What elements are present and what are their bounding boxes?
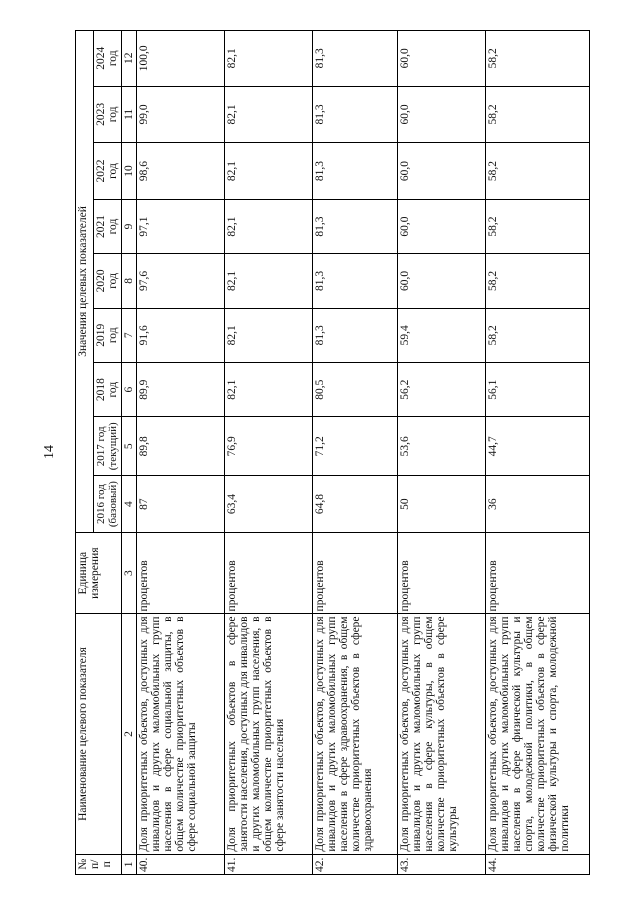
column-number: 7 — [122, 308, 137, 362]
table-row — [486, 31, 590, 875]
header-year: 2019 год — [94, 308, 122, 362]
value-2019: 81,3 — [313, 308, 398, 362]
row-number: 40. — [137, 854, 225, 874]
column-number: 12 — [122, 31, 137, 87]
column-number: 8 — [122, 254, 137, 308]
value-2018: 80,5 — [313, 362, 398, 416]
value-2021: 81,3 — [313, 199, 398, 253]
header-indicator-name: Наименование целевого показателя — [76, 614, 122, 854]
table-row — [313, 31, 398, 875]
target-indicators-table — [75, 30, 590, 875]
value-2020: 60,0 — [398, 254, 486, 308]
value-2020: 81,3 — [313, 254, 398, 308]
indicator-name: Доля приоритетных объектов, доступных для инвалидов и других маломобильных групп населения в сфере физической культуры и спорта, молодежной политики, в общем количестве приоритетных объектов в сфере физической культуры и спорта, молодежной политики — [486, 614, 590, 854]
unit: процентов — [313, 532, 398, 614]
value-2022: 58,2 — [486, 143, 590, 200]
value-2019: 82,1 — [225, 308, 313, 362]
row-number: 42. — [313, 854, 398, 874]
value-2020: 97,6 — [137, 254, 225, 308]
column-number: 9 — [122, 199, 137, 253]
value-2016: 36 — [486, 476, 590, 533]
header-no: № п/п — [76, 854, 122, 874]
unit: процентов — [486, 532, 590, 614]
header-year: 2020 год — [94, 254, 122, 308]
row-number: 41. — [225, 854, 313, 874]
table-row — [398, 31, 486, 875]
column-number: 10 — [122, 143, 137, 200]
indicator-name: Доля приоритетных объектов в сфере занятости населения, доступных для инвалидов и других маломобильных групп населения, в общем количестве приоритетных объектов в сфере занятости населения — [225, 614, 313, 854]
unit: процентов — [225, 532, 313, 614]
column-number: 11 — [122, 86, 137, 143]
header-values-group: Значения целевых показателей — [76, 31, 94, 533]
column-number: 2 — [122, 614, 137, 854]
value-2022: 98,6 — [137, 143, 225, 200]
header-year: 2022 год — [94, 143, 122, 200]
value-2017: 76,9 — [225, 417, 313, 476]
value-2016: 50 — [398, 476, 486, 533]
value-2021: 58,2 — [486, 199, 590, 253]
value-2017: 53,6 — [398, 417, 486, 476]
page-number: 14 — [42, 445, 57, 459]
rotated-table-container — [75, 30, 625, 875]
header-year: 2023 год — [94, 86, 122, 143]
column-number: 4 — [122, 476, 137, 533]
header-year: 2018 год — [94, 362, 122, 416]
value-2018: 56,1 — [486, 362, 590, 416]
value-2016: 64,8 — [313, 476, 398, 533]
value-2020: 58,2 — [486, 254, 590, 308]
header-year: 2017 год (текущий) — [94, 417, 122, 476]
value-2024: 100,0 — [137, 31, 225, 87]
value-2022: 60,0 — [398, 143, 486, 200]
column-number: 1 — [122, 854, 137, 874]
value-2024: 60,0 — [398, 31, 486, 87]
value-2023: 58,2 — [486, 86, 590, 143]
value-2017: 89,8 — [137, 417, 225, 476]
value-2024: 58,2 — [486, 31, 590, 87]
value-2019: 59,4 — [398, 308, 486, 362]
unit: процентов — [398, 532, 486, 614]
value-2021: 82,1 — [225, 199, 313, 253]
row-number: 44. — [486, 854, 590, 874]
unit: процентов — [137, 532, 225, 614]
indicator-name: Доля приоритетных объектов, доступных для инвалидов и других маломобильных групп населения в сфере культуры, в общем количестве приоритетных объектов в сфере культуры — [398, 614, 486, 854]
column-number: 3 — [122, 532, 137, 614]
value-2019: 58,2 — [486, 308, 590, 362]
header-unit: Единица измерения — [76, 532, 122, 614]
value-2017: 44,7 — [486, 417, 590, 476]
value-2016: 87 — [137, 476, 225, 533]
value-2017: 71,2 — [313, 417, 398, 476]
value-2023: 82,1 — [225, 86, 313, 143]
indicator-name: Доля приоритетных объектов, доступных для инвалидов и других маломобильных групп населения в сфере социальной защиты, в общем количестве приоритетных объектов в сфере социальной защиты — [137, 614, 225, 854]
value-2023: 99,0 — [137, 86, 225, 143]
header-year: 2021 год — [94, 199, 122, 253]
row-number: 43. — [398, 854, 486, 874]
value-2018: 56,2 — [398, 362, 486, 416]
value-2018: 82,1 — [225, 362, 313, 416]
value-2024: 82,1 — [225, 31, 313, 87]
value-2021: 97,1 — [137, 199, 225, 253]
value-2022: 82,1 — [225, 143, 313, 200]
header-year: 2024 год — [94, 31, 122, 87]
header-year: 2016 год (базовый) — [94, 476, 122, 533]
value-2018: 89,9 — [137, 362, 225, 416]
value-2016: 63,4 — [225, 476, 313, 533]
value-2023: 60,0 — [398, 86, 486, 143]
value-2023: 81,3 — [313, 86, 398, 143]
value-2024: 81,3 — [313, 31, 398, 87]
column-number: 5 — [122, 417, 137, 476]
value-2020: 82,1 — [225, 254, 313, 308]
value-2019: 91,6 — [137, 308, 225, 362]
table-row — [225, 31, 313, 875]
table-row — [137, 31, 225, 875]
value-2021: 60,0 — [398, 199, 486, 253]
value-2022: 81,3 — [313, 143, 398, 200]
column-number: 6 — [122, 362, 137, 416]
indicator-name: Доля приоритетных объектов, доступных для инвалидов и других маломобильных групп населения в сфере здравоохранения, в общем количестве приоритетных объектов в сфере здравоохранения — [313, 614, 398, 854]
